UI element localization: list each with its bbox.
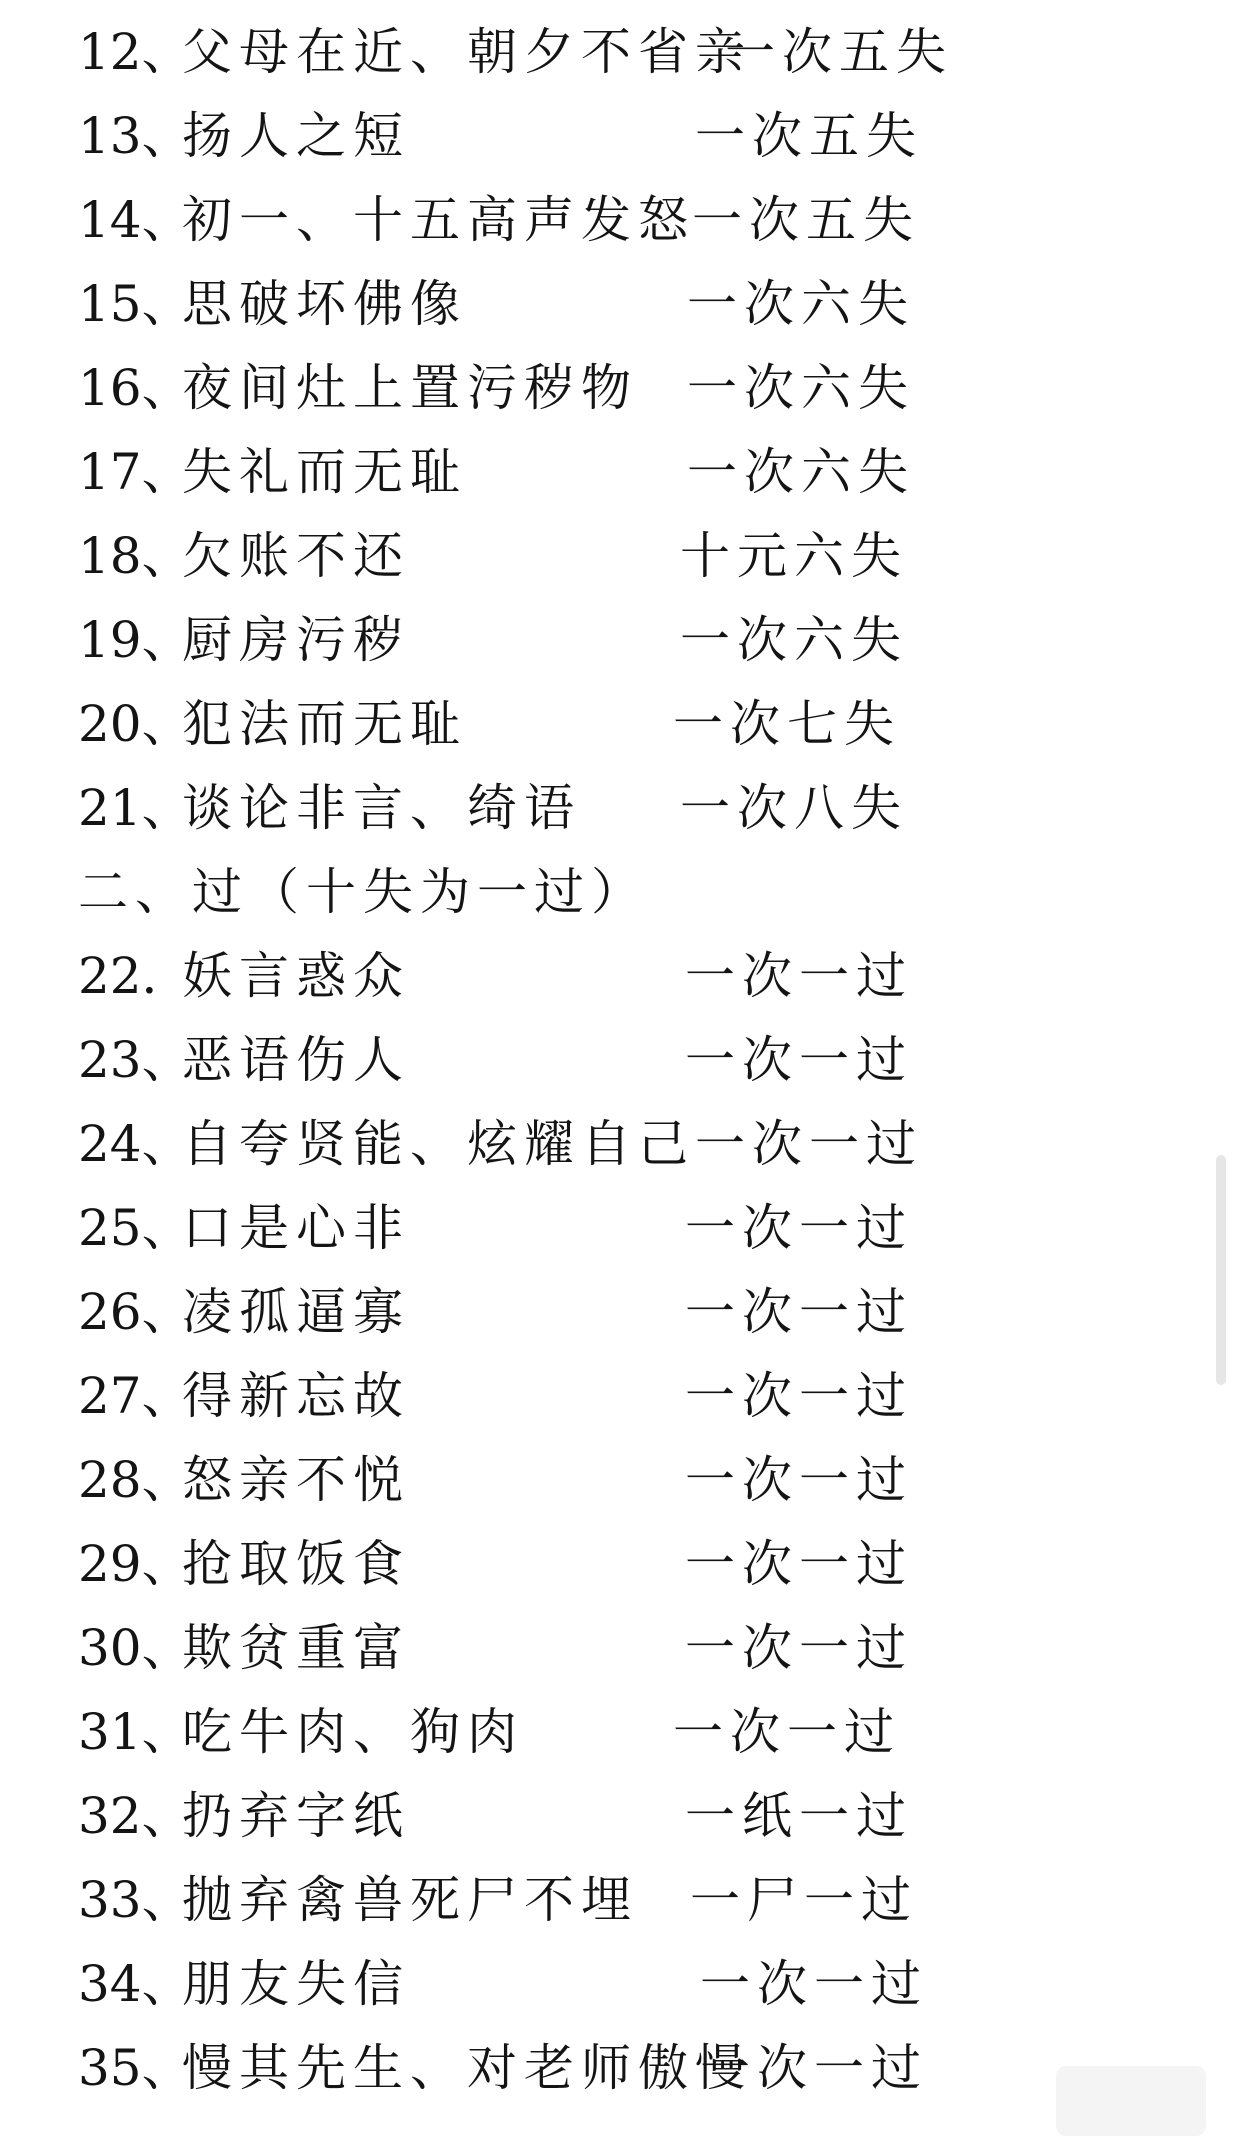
- item-number: 19、: [78, 611, 192, 669]
- item-number: 32、: [78, 1787, 192, 1845]
- item-text: 朋友失信: [182, 1955, 410, 2013]
- item-penalty: 一次一过: [685, 947, 913, 1005]
- list-item: [0, 262, 1236, 346]
- item-text: 初一、十五高声发怒: [182, 191, 695, 249]
- item-number: 22．: [78, 947, 192, 1005]
- item-penalty: 一尸一过: [690, 1871, 918, 1929]
- item-penalty: 一次六失: [687, 443, 915, 501]
- list-item: [0, 1522, 1236, 1606]
- item-number: 18、: [78, 527, 192, 585]
- item-penalty: 一次一过: [685, 1283, 913, 1341]
- item-penalty: 一次一过: [700, 1955, 928, 2013]
- list-item: [0, 1858, 1236, 1942]
- item-text: 犯法而无耻: [182, 695, 467, 753]
- item-penalty: 一次五失: [692, 191, 920, 249]
- item-text: 欠账不还: [182, 527, 410, 585]
- item-penalty: 一次一过: [673, 1703, 901, 1761]
- item-penalty: 一次一过: [685, 1619, 913, 1677]
- item-number: 21、: [78, 779, 192, 837]
- item-number: 24、: [78, 1115, 192, 1173]
- list-item: [0, 1270, 1236, 1354]
- list-item: [0, 1606, 1236, 1690]
- item-text: 扬人之短: [182, 107, 410, 165]
- section-heading: 二、过（十失为一过）: [78, 863, 648, 921]
- item-penalty: 一次六失: [680, 611, 908, 669]
- item-text: 凌孤逼寡: [182, 1283, 410, 1341]
- item-number: 23、: [78, 1031, 192, 1089]
- list-item: [0, 598, 1236, 682]
- item-text: 抛弃禽兽死尸不埋: [182, 1871, 638, 1929]
- list-item: [0, 1018, 1236, 1102]
- item-penalty: 一次六失: [687, 275, 915, 333]
- item-number: 33、: [78, 1871, 192, 1929]
- scrollbar[interactable]: [1216, 1155, 1226, 1385]
- item-text: 怒亲不悦: [182, 1451, 410, 1509]
- item-text: 思破坏佛像: [182, 275, 467, 333]
- item-number: 13、: [78, 107, 192, 165]
- item-number: 30、: [78, 1619, 192, 1677]
- item-number: 34、: [78, 1955, 192, 2013]
- item-number: 16、: [78, 359, 192, 417]
- item-text: 恶语伤人: [182, 1031, 410, 1089]
- item-number: 28、: [78, 1451, 192, 1509]
- item-number: 20、: [78, 695, 192, 753]
- list-item: [0, 1774, 1236, 1858]
- list-item: [0, 1690, 1236, 1774]
- item-penalty: 一次一过: [685, 1031, 913, 1089]
- list-item: [0, 1102, 1236, 1186]
- item-penalty: 一次一过: [695, 1115, 923, 1173]
- list-item: [0, 1942, 1236, 2026]
- item-penalty: 一次七失: [673, 695, 901, 753]
- list-item: [0, 514, 1236, 598]
- list-item: [0, 346, 1236, 430]
- watermark: [1056, 2066, 1206, 2136]
- item-text: 口是心非: [182, 1199, 410, 1257]
- item-number: 15、: [78, 275, 192, 333]
- item-text: 扔弃字纸: [182, 1787, 410, 1845]
- item-penalty: 一次六失: [687, 359, 915, 417]
- list-item: [0, 10, 1236, 94]
- item-penalty: 一次五失: [725, 23, 953, 81]
- item-number: 29、: [78, 1535, 192, 1593]
- list-item: [0, 766, 1236, 850]
- item-text: 慢其先生、对老师傲慢: [182, 2039, 752, 2097]
- item-penalty: 一次八失: [680, 779, 908, 837]
- item-text: 厨房污秽: [182, 611, 410, 669]
- list-item: [0, 430, 1236, 514]
- item-number: 31、: [78, 1703, 192, 1761]
- item-penalty: 一次一过: [685, 1535, 913, 1593]
- item-text: 吃牛肉、狗肉: [182, 1703, 524, 1761]
- item-text: 父母在近、朝夕不省亲: [182, 23, 752, 81]
- item-number: 14、: [78, 191, 192, 249]
- list-item: [0, 1186, 1236, 1270]
- list-item: [0, 1438, 1236, 1522]
- list-item: [0, 934, 1236, 1018]
- item-number: 26、: [78, 1283, 192, 1341]
- list-item: [0, 2026, 1236, 2110]
- item-text: 抢取饭食: [182, 1535, 410, 1593]
- item-penalty: 一次一过: [685, 1199, 913, 1257]
- item-number: 25、: [78, 1199, 192, 1257]
- list-item: [0, 682, 1236, 766]
- item-penalty: 一次五失: [695, 107, 923, 165]
- item-text: 夜间灶上置污秽物: [182, 359, 638, 417]
- list-item: [0, 178, 1236, 262]
- item-text: 妖言惑众: [182, 947, 410, 1005]
- item-penalty: 十元六失: [680, 527, 908, 585]
- item-text: 欺贫重富: [182, 1619, 410, 1677]
- item-penalty: 一次一过: [700, 2039, 928, 2097]
- item-penalty: 一次一过: [685, 1367, 913, 1425]
- item-number: 27、: [78, 1367, 192, 1425]
- section-heading-row: [0, 850, 1236, 934]
- item-text: 得新忘故: [182, 1367, 410, 1425]
- item-number: 17、: [78, 443, 192, 501]
- item-text: 谈论非言、绮语: [182, 779, 581, 837]
- item-text: 失礼而无耻: [182, 443, 467, 501]
- item-penalty: 一次一过: [685, 1451, 913, 1509]
- list-item: [0, 1354, 1236, 1438]
- item-number: 35、: [78, 2039, 192, 2097]
- item-number: 12、: [78, 23, 192, 81]
- item-penalty: 一纸一过: [685, 1787, 913, 1845]
- list-item: [0, 94, 1236, 178]
- item-text: 自夸贤能、炫耀自己: [182, 1115, 695, 1173]
